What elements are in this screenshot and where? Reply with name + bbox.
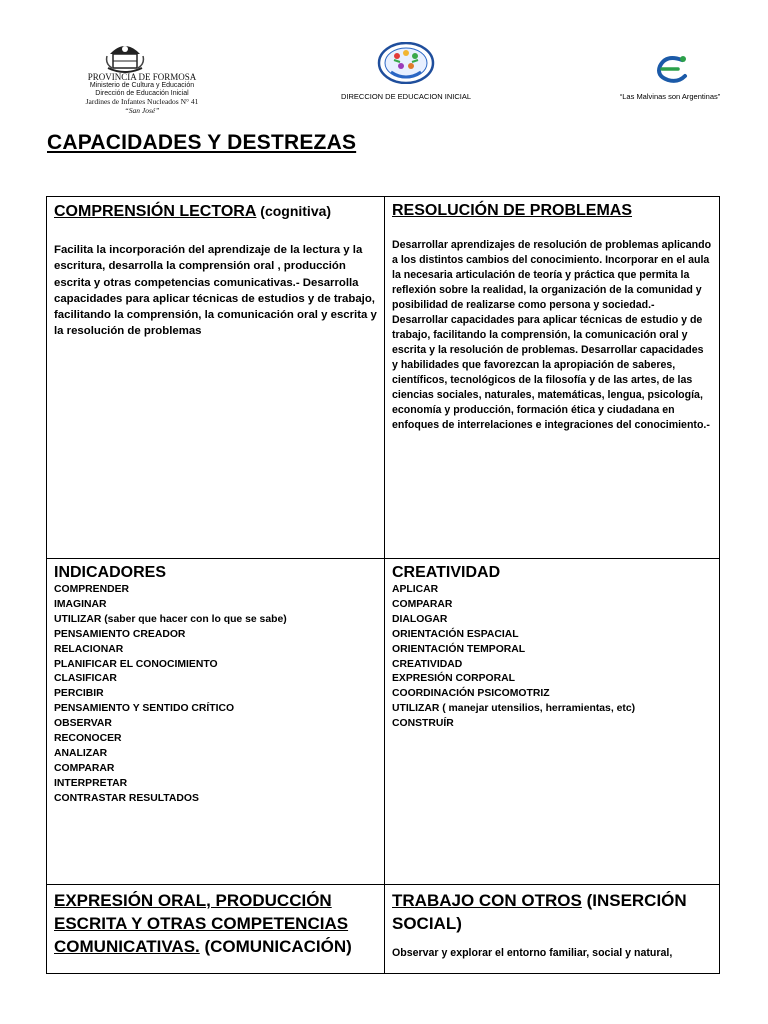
cell-comprension-lectora (47, 197, 385, 559)
cell-expresion-oral (47, 885, 385, 973)
comprension-text: Facilita la incorporación del aprendizaje de la lectura y la escritura, desarrolla la comprensión oral , producción escrita y otras competencias comunicativas.- Desarrolla capacidades para aplicar técnicas de estudios y de trabajo, facilitando la comprensión, la comunicación oral y escrita y la resolución de problemas (54, 244, 377, 338)
creatividad-list (392, 583, 712, 732)
document-header (0, 0, 768, 125)
list-item: COMPARAR (392, 598, 453, 610)
list-item: PLANIFICAR EL CONOCIMIENTO (54, 658, 218, 670)
trabajo-heading: TRABAJO CON OTROS (INSERCIÓN SOCIAL) (392, 891, 687, 933)
direction-label: DIRECCION DE EDUCACION INICIAL (340, 92, 472, 101)
trabajo-text: Observar y explorar el entorno familiar, social y natural, (392, 947, 673, 959)
list-item: INTERPRETAR (54, 777, 128, 789)
list-item: UTILIZAR ( manejar utensilios, herramientas, etc) (392, 703, 636, 715)
malvinas-motto: “Las Malvinas son Argentinas” (619, 92, 721, 101)
list-item: DIALOGAR (392, 613, 448, 625)
resolucion-heading: RESOLUCIÓN DE PROBLEMAS (392, 202, 633, 219)
list-item: COMPARAR (54, 762, 115, 774)
direction-name: Dirección de Educación Inicial (95, 90, 189, 98)
list-item: PENSAMIENTO Y SENTIDO CRÍTICO (54, 703, 235, 715)
institution-block (52, 72, 232, 116)
list-item: PENSAMIENTO CREADOR (54, 628, 186, 640)
list-item: CLASIFICAR (54, 673, 117, 685)
resolucion-text: Desarrollar aprendizajes de resolución de problemas aplicando a los distintos cambios del conocimiento. Incorporar en el aula la necesaria articulación de teoría y práctica que permita la reflexión sobre la realidad, la organización de la comunidad y posibilidad de realizarse como persona y sociedad.- Desarrollar capacidades para aplicar técnicas de estudio y de trabajo, facilitando la comprensión, la comunicación oral y escrita y la resolución de problemas. Desarrollar capacidades y habilidades que favorezcan la apropiación de saberes, científicos, tecnológicos de la filosofía y de las artes, de las ciencias sociales, naturales, matemáticas, lengua, psicología, economía y producción, formación ética y ciudadana en enfoques de interrelaciones e integraciones del conocimiento.- (392, 239, 712, 431)
list-item: APLICAR (392, 584, 439, 595)
list-item: UTILIZAR (saber que hacer con lo que se sabe) (54, 613, 287, 625)
cell-indicadores (47, 559, 385, 885)
capacities-table (46, 196, 720, 974)
list-item: IMAGINAR (54, 598, 107, 610)
cell-trabajo-con-otros (385, 885, 719, 973)
list-item: COMPRENDER (54, 584, 130, 595)
indicadores-heading: INDICADORES (54, 564, 167, 581)
indicadores-list (54, 583, 377, 807)
list-item: PERCIBIR (54, 688, 104, 700)
list-item: CREATIVIDAD (392, 658, 463, 670)
list-item: OBSERVAR (54, 718, 112, 730)
province-name: PROVINCIA DE FORMOSA (87, 72, 197, 82)
ministry-name: Ministerio de Cultura y Educación (89, 82, 195, 90)
education-e-logo-icon (652, 52, 692, 86)
creatividad-heading: CREATIVIDAD (392, 564, 501, 581)
provincial-seal-icon (104, 40, 146, 74)
list-item: CONSTRUÍR (392, 718, 454, 730)
list-item: ANALIZAR (54, 747, 108, 759)
cell-creatividad (385, 559, 719, 885)
list-item: ORIENTACIÓN TEMPORAL (392, 643, 526, 655)
cell-resolucion-problemas (385, 197, 719, 559)
school-name: Jardines de Infantes Nucleados N° 41 (85, 97, 199, 107)
list-item: RECONOCER (54, 733, 122, 745)
expresion-heading: EXPRESIÓN ORAL, PRODUCCIÓN ESCRITA Y OTRAS COMPETENCIAS COMUNICATIVAS. (COMUNICACIÓN) (54, 891, 352, 956)
list-item: RELACIONAR (54, 643, 124, 655)
children-circle-logo-icon (377, 42, 435, 84)
list-item: CONTRASTAR RESULTADOS (54, 792, 199, 804)
comprension-heading: COMPRENSIÓN LECTORA (cognitiva) (54, 203, 332, 220)
page-title: CAPACIDADES Y DESTREZAS (47, 131, 357, 154)
list-item: COORDINACIÓN PSICOMOTRIZ (392, 688, 550, 700)
list-item: EXPRESIÓN CORPORAL (392, 673, 515, 685)
list-item: ORIENTACIÓN ESPACIAL (392, 628, 519, 640)
school-nickname: “San José” (124, 106, 160, 116)
